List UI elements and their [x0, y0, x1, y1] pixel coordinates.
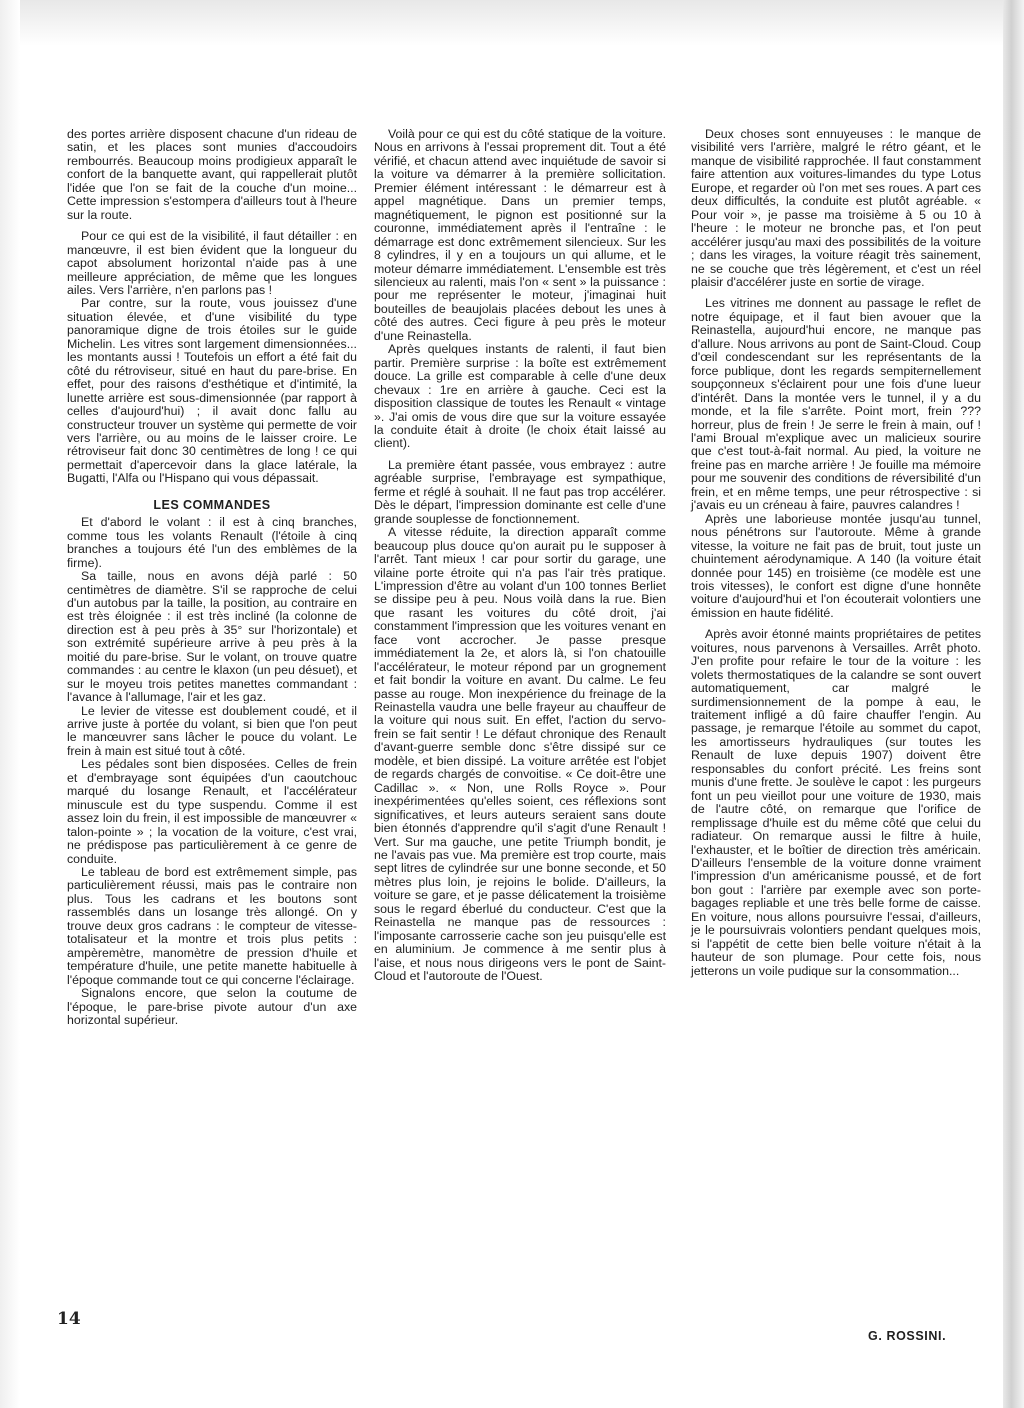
scan-top-shadow: [0, 0, 1003, 46]
paragraph: Les vitrines me donnent au passage le reflet de notre équipage, et il faut bien avouer que la Reinastella, aujourd'hui encore, ne manque pas d'allure. Nous arrivons au pont de Saint-Cloud. Coup d'œil condescendant sur les représentants de la force publique, dont les regards sempiternellement soupçonneux s'éclairent pour une fois d'une lueur d'intérêt. Dans la montée vers le tunnel, il y a du monde, et la file s'arrête. Point mort, frein ??? horreur, plus de frein ! Je serre le frein à main, ouf ! l'ami Broual m'explique avec un malicieux sourire que c'est tout-à-fait normal. Au pied, la voiture ne freine pas en marche arrière ! Je fouille ma mémoire pour me souvenir des conditions de réversibilité d'un frein, et en même temps, une peur rétrospective : si j'avais eu un créneau à faire, pauvres calandres !: [691, 296, 981, 513]
page-number: 14: [57, 1309, 81, 1329]
paragraph: Et d'abord le volant : il est à cinq branches, comme tous les volants Renault (l'étoile à cinq branches a toujours été l'un des emblèmes de la firme).: [67, 515, 357, 570]
paragraph: Voilà pour ce qui est du côté statique de la voiture. Nous en arrivons à l'essai proprement dit. Tout a été vérifié, et chacun attend avec inquiétude de savoir si la voiture va démarrer à la première sollicitation. Premier élément intéressant : le démarreur est à appel magnétique. Dans un premier temps, magnétiquement, le pignon est positionné sur la couronne, immédiatement après il l'entraîne : le démarrage est donc extrêmement silencieux. Sur les 8 cylindres, il y en a toujours un qui allume, et le moteur démarre immédiatement. L'ensemble est très silencieux au ralenti, mais l'on « sent » la puissance : pour me représenter le moteur, j'imaginai huit bouteilles de beaujolais placées debout les unes à côté des autres. Ceci figure à peu près le moteur d'une Reinastella.: [374, 127, 666, 343]
article-column-2: [374, 128, 666, 984]
scan-left-shadow: [0, 0, 20, 1408]
scan-page-edge: [1003, 0, 1024, 1408]
article-column-1: [67, 128, 357, 1027]
paragraph: Après avoir étonné maints propriétaires de petites voitures, nous parvenons à Versailles. Arrêt photo. J'en profite pour refaire le tour de la voiture : les volets thermostatiques de la calandre se sont ouvert automatiquement, car malgré le surdimensionnement de la pompe à eau, le traitement infligé a dû faire chauffer l'engin. Au passage, je remarque l'étoile au sommet du capot, les amortisseurs hydrauliques (sur toutes les Renault de luxe depuis 1907) doivent être responsables du confort précité. Les freins sont munis d'une frette. Je soulève le capot : les purgeurs font un peu vieillot pour une voiture de 1930, mais de l'autre côté, on remarque que l'orifice de remplissage d'huile est du même côté que celui du radiateur. On remarque aussi le filtre à huile, l'exhauster, et le boîtier de direction très américain. D'ailleurs l'ensemble de la voiture donne vraiment l'impression d'un américanisme poussé, et de fort bon gout : l'arrière par exemple avec son porte-bagages repliable et une très belle forme de caisse. En voiture, nous allons poursuivre l'essai, d'ailleurs, je le poursuivrais volontiers pendant quelques mois, si l'appétit de cette bien belle voiture n'était à la hauteur de son plumage. Pour cette fois, nous jetterons un voile pudique sur la consommation...: [691, 627, 981, 978]
author-signature: G. ROSSINI.: [868, 1329, 947, 1343]
paragraph: Après quelques instants de ralenti, il faut bien partir. Première surprise : la boîte est extrêmement douce. La grille est comparable à celle d'une deux chevaux : 1re en arrière à gauche. Ceci est la disposition classique de toutes les Renault « vintage ». J'ai omis de vous dire que sur la voiture essayée la conduite était à droite (le choix était laissé au client).: [374, 342, 666, 451]
paragraph: A vitesse réduite, la direction apparaît comme beaucoup plus douce qu'on aurait pu le supposer à l'arrêt. Tant mieux ! car pour sortir du garage, une vilaine porte étroite qui n'a pas l'air très pratique. L'impression d'être au volant d'un 100 tonnes Berliet se dissipe peu à peu. Nous voilà dans la rue. Bien que rasant les voitures du côté droit, j'ai constamment l'impression que les voitures venant en face vont accrocher. Je passe presque immédiatement la 2e, et alors là, si l'on chatouille l'accélérateur, le moteur répond par un grognement et fait bondir la voiture en avant. Du calme. Le feu passe au rouge. Mon inexpérience du freinage de la Reinastella vaudra une belle frayeur au chauffeur de la voiture qui nous suit. En effet, l'action du servo-frein se fait sentir ! Le défaut chronique des Renault d'avant-guerre semble donc s'être dissipé sur ce modèle, et bien dissipé. La voiture arrêtée est l'objet de regards chargés de convoitise. « Ce doit-être une Cadillac ». « Non, une Rolls Royce ». Pour inexpérimentées qu'elles soient, ces réflexions sont significatives, et leurs auteurs seraient sans doute bien étonnés d'apprendre qu'il s'agit d'une Renault ! Vert. Sur ma gauche, une petite Triumph bondit, je ne l'avais pas vue. Ma première est trop courte, mais sept litres de cylindrée sur une bonne seconde, et 50 mètres plus loin, je rejoins le bolide. D'ailleurs, la voiture se gare, et je passe délicatement la troisième sous le regard éberlué du conducteur. C'est que la Reinastella ne manque pas de ressources : l'imposante carrosserie cache son jeu puisqu'elle est en aluminium. Je commence à me sentir plus à l'aise, et nous nous dirigeons vers le pont de Saint-Cloud et l'autoroute de l'Ouest.: [374, 525, 666, 984]
paragraph: Deux choses sont ennuyeuses : le manque de visibilité vers l'arrière, malgré le rétro géant, et le manque de visibilité rapprochée. Il faut constamment faire attention aux voitures-limandes du type Lotus Europe, et regarder où l'on met ses roues. A part ces deux difficultés, la conduite est plutôt agréable. « Pour voir », je passe ma troisième à 5 ou 10 à l'heure : le moteur ne bronche pas, et l'on peut accélérer jusqu'au maxi des possibilités de la voiture ; dans les virages, la voiture réagit très sainement, ne se couche que très légèrement, et c'est un réel plaisir d'accélérer juste en sortie de virage.: [691, 127, 981, 289]
paragraph: Après une laborieuse montée jusqu'au tunnel, nous pénétrons sur l'autoroute. Même à grande vitesse, la voiture ne fait pas de bruit, tout juste un chuintement aérodynamique. A 140 (la voiture était donnée pour 145) en troisième (ce modèle est une trois vitesses), le confort est digne d'une honnête voiture d'aujourd'hui et l'on écouterait volontiers une émission en haute fidélité.: [691, 511, 981, 620]
paragraph: La première étant passée, vous embrayez : autre agréable surprise, l'embrayage est sympathique, ferme et réglé à souhait. Il ne faut pas trop accélérer. Dès le départ, l'impression dominante est celle d'une grande souplesse de fonctionnement.: [374, 457, 666, 526]
paragraph: Les pédales sont bien disposées. Celles de frein et d'embrayage sont équipées d'un caoutchouc marqué du losange Renault, et l'accélérateur minuscule est du type suspendu. Comme il est assez loin du frein, il est impossible de manœuvrer « talon-pointe » ; la vocation de la voiture, c'est vrai, ne prédispose pas particulièrement à ce genre de conduite.: [67, 757, 357, 866]
article-column-3: [691, 128, 981, 978]
paragraph: Sa taille, nous en avons déjà parlé : 50 centimètres de diamètre. S'il se rapproche de celui d'un autobus par la taille, la position, au contraire en est très éloignée : il est très incliné (la colonne de direction est à peu près à 35° sur l'horizontale) et son extrémité supérieure arrive à peu près à la moitié du pare-brise. Sur le volant, on trouve quatre commandes : au centre le klaxon (un peu désuet), et sur le moyeu trois petites manettes commandant : l'avance à l'allumage, l'air et les gaz.: [67, 569, 357, 705]
section-heading: LES COMMANDES: [153, 497, 271, 512]
paragraph: des portes arrière disposent chacune d'un rideau de satin, et les places sont munies d'accoudoirs rembourrés. Beaucoup moins prodigieux apparaît le confort de la banquette avant, qui rappellerait plutôt l'idée que l'on se fait de la couche d'un moine... Cette impression s'estompera d'ailleurs tout à l'heure sur la route.: [67, 127, 357, 222]
paragraph: Le levier de vitesse est doublement coudé, et il arrive juste à portée du volant, si bien que l'on peut le manœuvrer sans lâcher le pouce du volant. Le frein à main est situé tout à côté.: [67, 703, 357, 758]
paragraph: Pour ce qui est de la visibilité, il faut détailler : en manœuvre, il est bien évident que la longueur du capot absolument horizontal n'aide pas à une meilleure appréciation, de même que les longues ailes. Vers l'arrière, n'en parlons pas !: [67, 229, 357, 297]
paragraph: Signalons encore, que selon la coutume de l'époque, le pare-brise pivote autour d'un axe horizontal supérieur.: [67, 986, 357, 1027]
paragraph: Par contre, sur la route, vous jouissez d'une situation élevée, et d'une visibilité du type panoramique digne de trois étoiles sur le guide Michelin. Les vitres sont largement dimensionnées... les montants aussi ! Toutefois un effort a été fait du côté du rétroviseur, situé en haut du pare-brise. En effet, pour des raisons d'esthétique et d'intimité, la lunette arrière est sous-dimensionnée (par rapport à celles d'aujourd'hui) ; il avait donc fallu au constructeur trouver un système qui permette de voir vers l'arrière, ou au moins de le laisser croire. Le rétroviseur fait donc 30 centimètres de long ! ce qui permettait d'apercevoir dans la glace latérale, la Bugatti, l'Alfa ou l'Hispano qui vous dépassait.: [67, 296, 357, 486]
paragraph: Le tableau de bord est extrêmement simple, pas particulièrement réussi, mais pas le contraire non plus. Tous les cadrans et les boutons sont rassemblés dans un losange très allongé. On y trouve deux gros cadrans : le compteur de vitesse-totalisateur et la montre et trois plus petits : ampèremètre, manomètre de pression d'huile et température d'huile, une petite manette habituelle à l'époque commande tout ce qui concerne l'éclairage.: [67, 865, 357, 987]
